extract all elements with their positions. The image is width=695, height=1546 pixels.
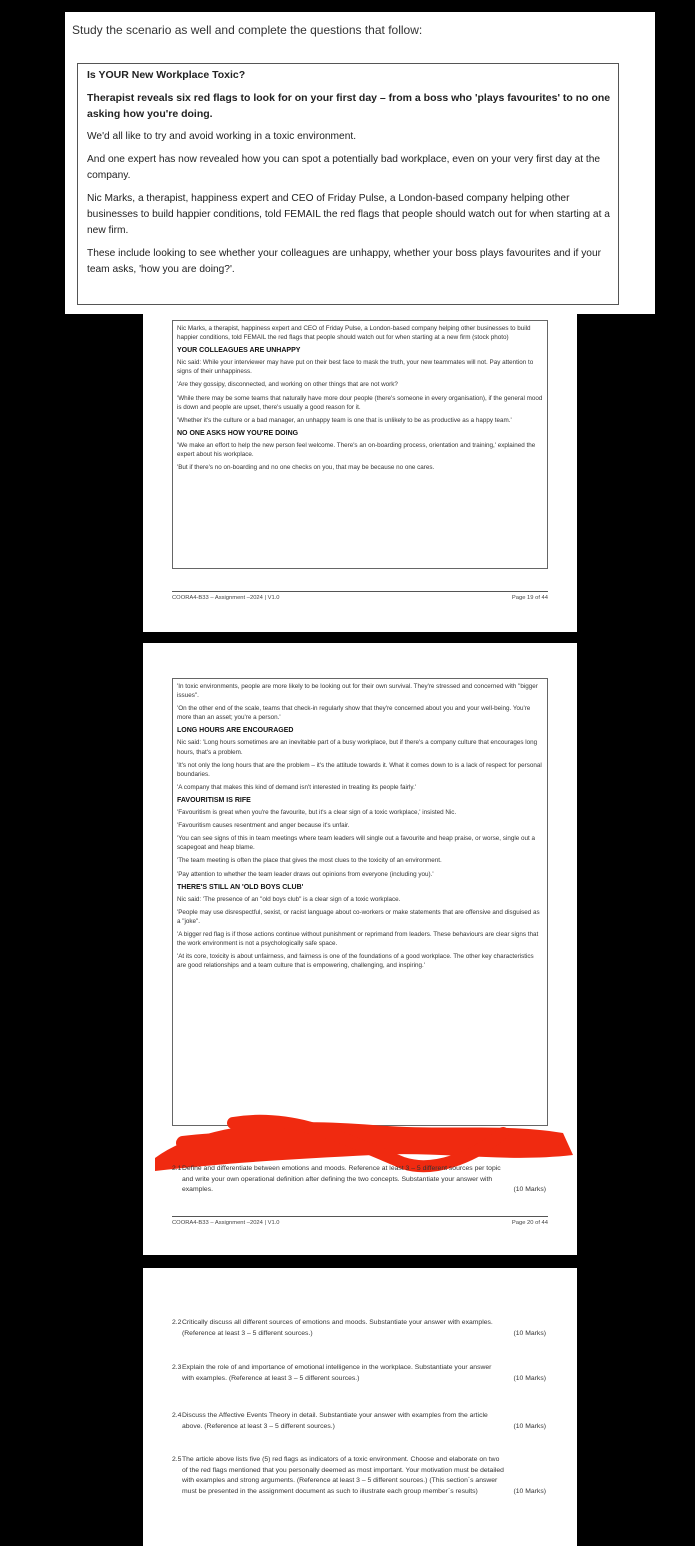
page-footer xyxy=(172,1216,548,1226)
article-paragraph: 'Pay attention to whether the team leader draws out opinions from everyone (including you).' xyxy=(177,870,434,878)
question-text: Define and differentiate between emotions and moods. Reference at least 3 – 5 different sources per topic and write your own operational definition after defining the two concepts. Substantiate your answer with examples. xyxy=(182,1165,501,1193)
question-2-5 xyxy=(172,1455,548,1497)
question-text: Critically discuss all different sources of emotions and moods. Substantiate your answer with examples. (Reference at least 3 – 5 different sources.) xyxy=(182,1319,493,1337)
question-number: 2.3 xyxy=(172,1364,182,1371)
question-text: Discuss the Affective Events Theory in detail. Substantiate your answer with examples from the article above. (Reference at least 3 – 5 different sources.) xyxy=(182,1412,488,1430)
article-paragraph: 'Whether it's the culture or a bad manager, an unhappy team is one that is unlikely to be as productive as a happy team.' xyxy=(177,416,512,424)
article-paragraph: 'A company that makes this kind of demand isn't interested in treating its people fairly.' xyxy=(177,783,417,791)
instruction-text: Study the scenario as well and complete the questions that follow: xyxy=(72,23,423,37)
question-marks: (10 Marks) xyxy=(513,1186,546,1193)
article-paragraph: 'Favouritism is great when you're the favourite, but it's a clear sign of a toxic workplace,' insisted Nic. xyxy=(177,809,457,817)
question-2-2 xyxy=(172,1318,548,1339)
question-number: 2.2 xyxy=(172,1319,182,1326)
article-continuation-box xyxy=(172,320,548,569)
section-heading: NO ONE ASKS HOW YOU'RE DOING xyxy=(177,429,299,437)
section-heading: LONG HOURS ARE ENCOURAGED xyxy=(177,727,294,735)
question-marks: (10 Marks) xyxy=(513,1329,546,1337)
page-footer xyxy=(172,591,548,601)
article-paragraph: 'A bigger red flag is if those actions continue without punishment or reprimand from leaders. These behaviours are clear signs that the work environment is not a psychologically safe space. xyxy=(177,930,539,948)
article-paragraph: 'While there may be some teams that naturally have more dour people (there's someone in every organisation), if the general mood is down and people are upset, there's usually a good reason for it. xyxy=(177,394,543,411)
document-page-1 xyxy=(65,12,655,314)
question-text: Explain the role of and importance of emotional intelligence in the workplace. Substantiate your answer with examples. (Reference at least 3 – 5 different sources.) xyxy=(182,1364,492,1382)
question-marks: (10 Marks) xyxy=(513,1422,546,1430)
question-number: 2.4 xyxy=(172,1412,182,1419)
article-paragraph: 'It's not only the long hours that are the problem – it's the attitude towards it. What it comes down to is a lack of respect for personal boundaries. xyxy=(177,761,542,778)
section-heading: FAVOURITISM IS RIFE xyxy=(177,796,251,804)
article-paragraph: These include looking to see whether your colleagues are unhappy, whether your boss plays favourites and if your team asks, 'how you are doing?'. xyxy=(87,248,602,275)
article-paragraph: Nic said: 'The presence of an "old boys club" is a clear sign of a toxic workplace. xyxy=(177,895,401,903)
question-number: 2.1 xyxy=(172,1165,182,1172)
question-text: The article above lists five (5) red flags as indicators of a toxic environment. Choose and elaborate on two of the red flags mentioned that you personally deemed as most important. Your motivation must be detailed with examples and strong arguments. (Reference at least 3 – 5 different sources.) (This section`s answer must be presented in the assignment document as such to illustrate each group member`s results) xyxy=(182,1456,504,1495)
article-paragraph: And one expert has now revealed how you can spot a potentially bad workplace, even on your very first day at the company. xyxy=(87,154,601,181)
question-marks: (10 Marks) xyxy=(513,1374,546,1382)
question-2-3 xyxy=(172,1363,548,1384)
article-paragraph: 'But if there's no on-boarding and no one checks on you, that may be because no one cares. xyxy=(177,464,435,472)
question-2-1 xyxy=(172,1164,548,1196)
article-paragraph: 'Are they gossipy, disconnected, and working on other things that are not work? xyxy=(177,381,398,389)
article-continuation-box xyxy=(172,678,548,1126)
section-heading: YOUR COLLEAGUES ARE UNHAPPY xyxy=(177,347,301,355)
article-paragraph: 'The team meeting is often the place that gives the most clues to the toxicity of an environment. xyxy=(177,857,442,865)
footer-doc-code: COORA4-B33 – Assignment –2024 | V1.0 xyxy=(172,595,280,601)
article-paragraph: We'd all like to try and avoid working in a toxic environment. xyxy=(87,131,357,142)
page-number: Page 19 of 44 xyxy=(511,595,548,601)
article-paragraph: 'In toxic environments, people are more likely to be looking out for their own survival. They're stressed and concerned with "bigger issues". xyxy=(177,683,538,700)
article-paragraph: 'We make an effort to help the new person feel welcome. There's an on-boarding process, orientation and training,' explained the expert about his workplace. xyxy=(177,441,536,459)
article-subtitle: Therapist reveals six red flags to look for on your first day – from a boss who 'plays favourites' to no one asking how you're doing. xyxy=(87,92,611,120)
document-page-2 xyxy=(143,314,577,632)
question-number: 2.5 xyxy=(172,1456,182,1463)
article-paragraph: 'At its core, toxicity is about unfairness, and fairness is one of the foundations of a good workplace. The other key characteristics are good relationships and a team culture that is empowering, challenging, and inspiring.' xyxy=(177,953,534,970)
footer-doc-code: COORA4-B33 – Assignment –2024 | V1.0 xyxy=(172,1220,280,1226)
page-number: Page 20 of 44 xyxy=(511,1220,548,1226)
article-paragraph: 'People may use disrespectful, sexist, or racist language about co-workers or make statements that are offensive and disguised as a "joke". xyxy=(177,908,540,925)
document-page-4 xyxy=(143,1268,577,1546)
photo-caption: Nic Marks, a therapist, happiness expert and CEO of Friday Pulse, a London-based company helping other businesses to build happier conditions, told FEMAIL the red flags that people should watch out for when starting at a new firm (stock photo) xyxy=(177,325,531,342)
document-page-3 xyxy=(143,643,577,1255)
article-paragraph: Nic said: While your interviewer may have put on their best face to mask the truth, your new teammates will not. Pay attention to signs of their unhappiness. xyxy=(177,359,534,376)
section-heading: THERE'S STILL AN 'OLD BOYS CLUB' xyxy=(177,883,304,891)
article-paragraph: 'On the other end of the scale, teams that check-in regularly show that they're concerned about you and your well-being. You're more than an asset; you're a person.' xyxy=(177,705,531,722)
article-title: Is YOUR New Workplace Toxic? xyxy=(87,69,246,81)
article-box xyxy=(77,63,619,305)
question-2-4 xyxy=(172,1411,548,1432)
article-paragraph: 'Favouritism causes resentment and anger because it's unfair. xyxy=(177,822,350,830)
article-paragraph: Nic said: 'Long hours sometimes are an inevitable part of a busy workplace, but if there's a company culture that encourages long hours, that's a problem. xyxy=(177,739,538,756)
question-marks: (10 Marks) xyxy=(513,1487,546,1495)
article-paragraph: 'You can see signs of this in team meetings where team leaders will single out a favourite and heap praise, or worse, single out a scapegoat and heap blame. xyxy=(177,835,535,852)
article-paragraph: Nic Marks, a therapist, happiness expert and CEO of Friday Pulse, a London-based company helping other businesses to build happier conditions, told FEMAIL the red flags that people should watch out for when starting at a new firm. xyxy=(87,193,610,236)
